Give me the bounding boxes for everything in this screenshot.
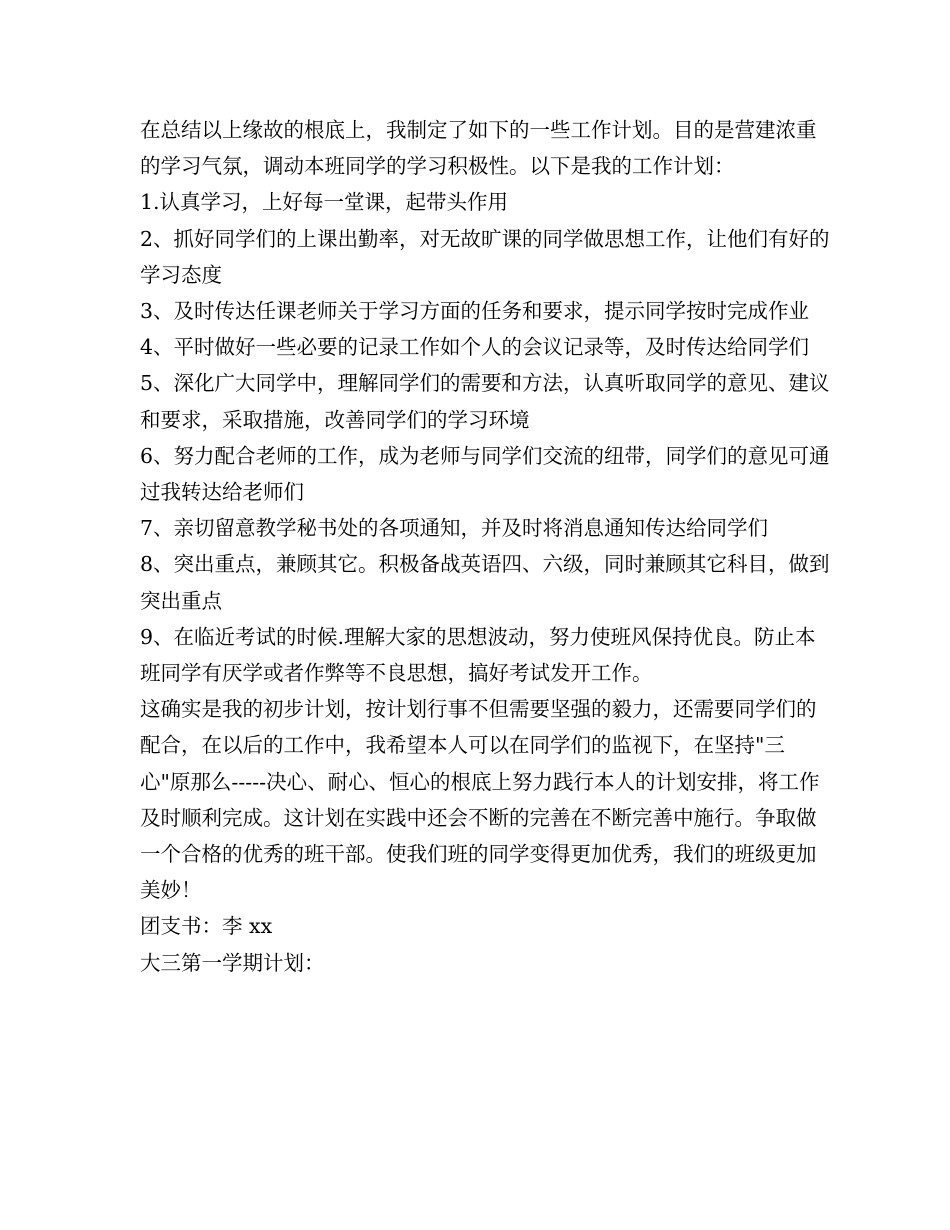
intro-paragraph: 在总结以上缘故的根底上，我制定了如下的一些工作计划。目的是营建浓重的学习气氛，调动本班同学的学习积极性。以下是我的工作计划： [140,118,817,179]
next-section-heading: 大三第一学期计划： [140,950,325,975]
plan-item-8: 8、突出重点，兼顾其它。积极备战英语四、六级，同时兼顾其它科目，做到突出重点 [140,552,830,613]
document-body [140,112,830,981]
signature-line: 团支书：李 xx [140,914,273,939]
closing-paragraph: 这确实是我的初步计划，按计划行事不但需要坚强的毅力，还需要同学们的配合，在以后的工作中，我希望本人可以在同学们的监视下，在坚持"三心"原那么-----决心、耐心、恒心的根底上努力践行本人的计划安排，将工作及时顺利完成。这计划在实践中还会不断的完善在不断完善中施行。争取做一个合格的优秀的班干部。使我们班的同学变得更加优秀，我们的班级更加美妙！ [140,697,820,903]
plan-item-7: 7、亲切留意教学秘书处的各项通知，并及时将消息通知传达给同学们 [140,516,769,541]
plan-item-2: 2、抓好同学们的上课出勤率，对无故旷课的同学做思想工作，让他们有好的学习态度 [140,226,830,287]
plan-item-5: 5、深化广大同学中，理解同学们的需要和方法，认真听取同学的意见、建议和要求，采取措施，改善同学们的学习环境 [140,371,830,432]
plan-item-3: 3、及时传达任课老师关于学习方面的任务和要求，提示同学按时完成作业 [140,299,810,324]
plan-item-9: 9、在临近考试的时候.理解大家的思想波动，努力使班风保持优良。防止本班同学有厌学或者作弊等不良思想，搞好考试发开工作。 [140,624,816,686]
plan-item-4: 4、平时做好一些必要的记录工作如个人的会议记录等，及时传达给同学们 [140,335,810,360]
plan-item-6: 6、努力配合老师的工作，成为老师与同学们交流的纽带，同学们的意见可通过我转达给老师们 [140,443,830,505]
plan-item-1: 1.认真学习，上好每一堂课，起带头作用 [140,190,509,215]
